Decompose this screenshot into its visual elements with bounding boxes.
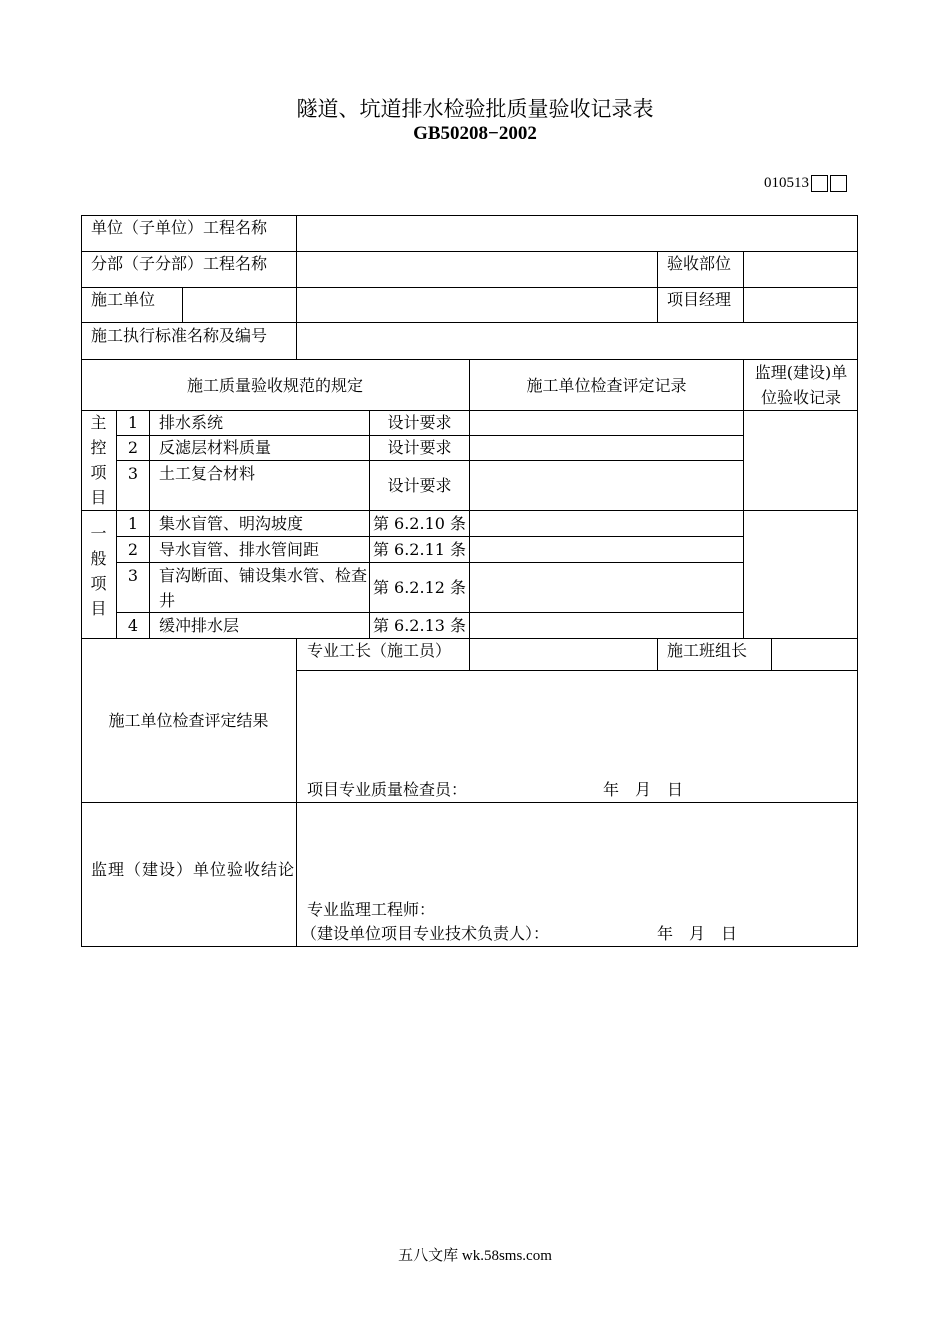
foreman-field[interactable] <box>470 639 657 670</box>
general-item-check-field[interactable] <box>470 511 743 536</box>
general-item-clause: 第 6.2.10 条 <box>372 514 467 533</box>
general-item-no: 4 <box>127 616 139 635</box>
construction-unit-label: 施工单位 <box>91 290 156 309</box>
main-item-no: 1 <box>127 413 139 432</box>
check-result-date: 年 月 日 <box>603 780 684 799</box>
main-items-group-char: 主 <box>90 413 107 432</box>
supervision-conclusion-label: 监理（建设）单位验收结论 <box>91 860 296 879</box>
check-record-column-header: 施工单位检查评定记录 <box>526 375 687 395</box>
general-item-clause: 第 6.2.13 条 <box>372 616 467 635</box>
standard-field[interactable] <box>297 323 857 359</box>
general-item-check-field[interactable] <box>470 537 743 562</box>
general-items-group-char: 一 <box>90 524 107 543</box>
construction-unit-field[interactable] <box>183 288 657 322</box>
main-items-group-label <box>81 410 116 510</box>
general-item-name: 缓冲排水层 <box>159 616 240 635</box>
general-items-supervision-field[interactable] <box>744 511 857 638</box>
general-items-group-char: 项 <box>90 574 107 593</box>
general-item-name: 集水盲管、明沟坡度 <box>159 514 304 533</box>
general-items-group-char: 般 <box>90 549 107 568</box>
team-leader-label: 施工班组长 <box>667 641 748 660</box>
form-code-text: 010513 <box>764 175 809 191</box>
general-item-clause: 第 6.2.11 条 <box>372 540 467 559</box>
general-item-no: 1 <box>127 514 139 533</box>
standard-label: 施工执行标准名称及编号 <box>91 326 268 345</box>
supervision-column-header: 监理(建设)单位验收记录 <box>754 363 848 407</box>
main-item-name: 反滤层材料质量 <box>159 438 272 457</box>
form-code <box>764 172 847 194</box>
check-result-field[interactable] <box>297 671 857 771</box>
main-item-check-field[interactable] <box>470 411 743 435</box>
general-items-group-label <box>81 511 116 638</box>
form-code-box-1[interactable] <box>811 175 828 192</box>
form-code-box-2[interactable] <box>830 175 847 192</box>
acceptance-part-field[interactable] <box>744 252 857 287</box>
spec-column-header: 施工质量验收规范的规定 <box>186 375 363 395</box>
general-item-no: 2 <box>127 540 139 559</box>
acceptance-record-table <box>81 215 858 947</box>
sub-project-label: 分部（子分部）工程名称 <box>91 254 268 273</box>
general-item-check-field[interactable] <box>470 563 743 612</box>
main-items-group-char: 项 <box>90 463 107 482</box>
owner-technical-lead-label: （建设单位项目专业技术负责人）： <box>301 924 550 943</box>
general-item-clause: 第 6.2.12 条 <box>372 578 467 597</box>
general-item-check-field[interactable] <box>470 613 743 638</box>
footer-watermark: 五八文库 wk.58sms.com <box>398 1248 552 1264</box>
main-items-supervision-field[interactable] <box>744 411 857 510</box>
supervision-conclusion-date: 年 月 日 <box>657 924 738 943</box>
form-title: 隧道、坑道排水检验批质量验收记录表 <box>296 97 654 121</box>
main-items-group-char: 目 <box>90 488 107 507</box>
general-items-group-char: 目 <box>90 599 107 618</box>
main-item-no: 3 <box>127 464 139 483</box>
standard-code: GB50208−2002 <box>413 123 537 144</box>
foreman-label: 专业工长（施工员） <box>307 641 452 660</box>
main-item-check-field[interactable] <box>470 461 743 510</box>
acceptance-part-label: 验收部位 <box>667 254 732 273</box>
general-item-no: 3 <box>127 566 139 585</box>
main-item-name: 土工复合材料 <box>159 464 256 483</box>
inspector-label: 项目专业质量检查员： <box>307 780 468 799</box>
project-manager-field[interactable] <box>744 288 857 322</box>
main-item-requirement: 设计要求 <box>387 476 452 495</box>
general-item-name: 导水盲管、排水管间距 <box>159 540 320 559</box>
main-item-requirement: 设计要求 <box>387 413 452 432</box>
check-result-label: 施工单位检查评定结果 <box>108 711 269 730</box>
main-item-no: 2 <box>127 438 139 457</box>
main-item-check-field[interactable] <box>470 436 743 460</box>
supervising-engineer-label: 专业监理工程师： <box>307 900 436 919</box>
main-item-name: 排水系统 <box>159 413 224 432</box>
supervision-conclusion-field[interactable] <box>297 803 857 893</box>
main-items-group-char: 控 <box>90 438 107 457</box>
general-item-name: 盲沟断面、铺设集水管、检查井 <box>159 566 368 610</box>
team-leader-field[interactable] <box>772 639 857 670</box>
unit-project-field[interactable] <box>297 216 857 251</box>
unit-project-label: 单位（子单位）工程名称 <box>91 218 268 237</box>
sub-project-field[interactable] <box>297 252 657 287</box>
project-manager-label: 项目经理 <box>667 290 732 309</box>
main-item-requirement: 设计要求 <box>387 438 452 457</box>
